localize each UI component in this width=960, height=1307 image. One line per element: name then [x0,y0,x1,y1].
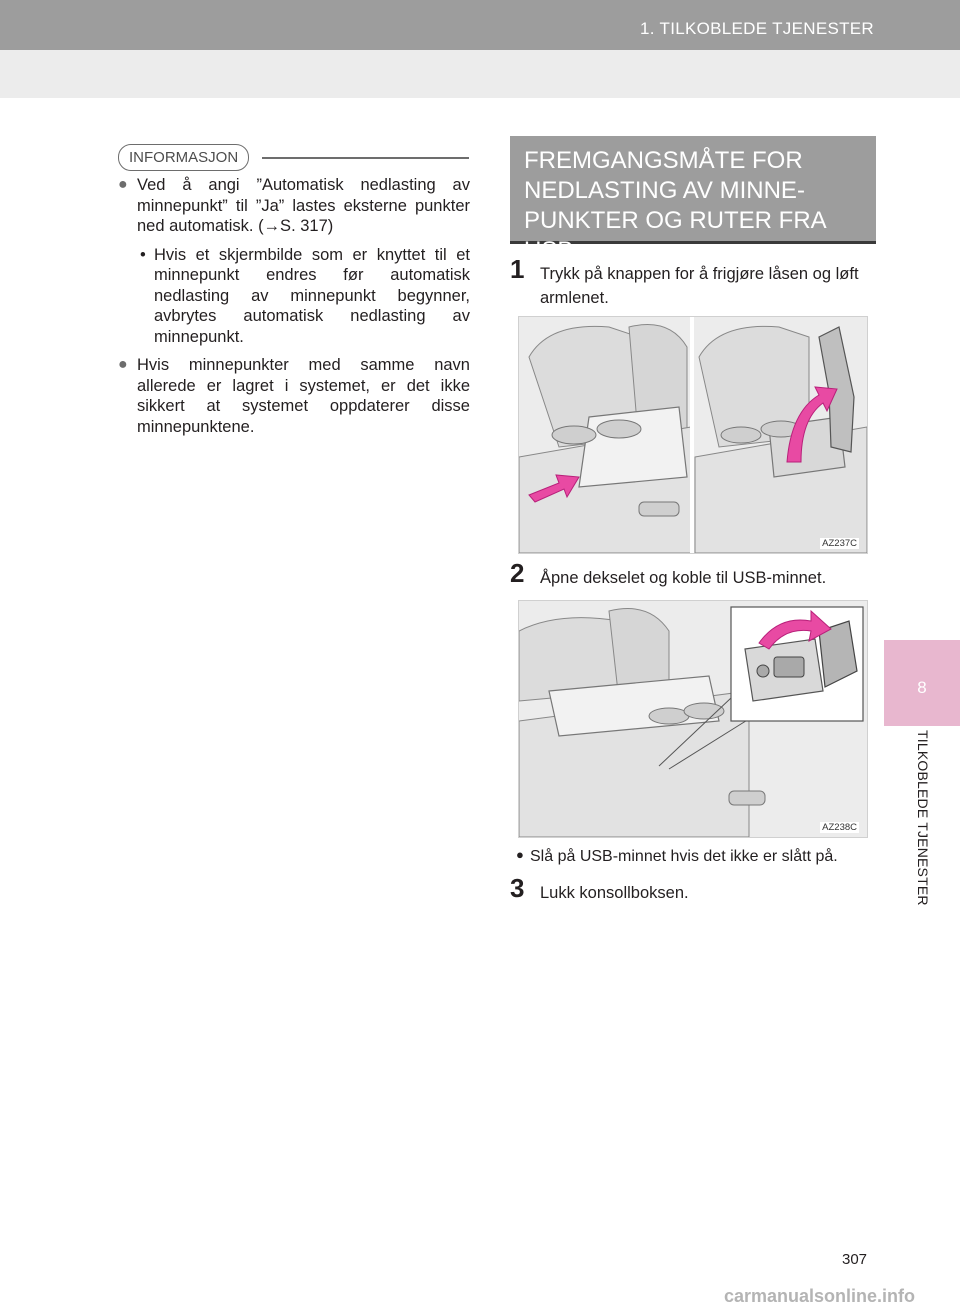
section-heading [510,136,876,264]
usb-port-inset-drawing [731,607,863,721]
figure-2-code: AZ238C [822,822,857,833]
section-heading-text: FREMGANGSMÅTE FOR NEDLASTING AV MINNE- PUNKTER OG RUTER FRA USB [524,147,826,264]
step-1 [510,254,880,310]
info-divider [262,157,469,159]
chapter-tab-number: 8 [917,678,927,697]
seat-console-right-drawing [695,326,867,553]
info-subitem-1 [118,245,470,348]
info-bullet-2 [118,355,470,437]
usb-port-illustration [518,600,868,838]
chapter-tab-label: TILKOBLEDE TJENESTER [915,730,931,906]
note-text: Slå på USB-minnet hvis det ikke er slått på. [530,848,838,865]
info-bullet-2-text: Hvis minnepunkter med samme navn allerede er lagret i systemet, er det ikke sikkert at systemet oppdaterer disse minnepunktene. [137,356,470,436]
info-bullet-1-text: Ved å angi ”Automatisk nedlasting av minnepunkt” til ”Ja” lastes eksterne punkter ned automatisk. (→S. 317) [137,176,470,235]
header-subband [0,50,960,98]
step-3-number: 3 [510,873,525,903]
step-2 [510,558,880,590]
step-1-text: Trykk på knappen for å frigjøre låsen og løft armlenet. [540,265,859,307]
usb-note [516,848,886,866]
step-2-text: Åpne dekselet og koble til USB-minnet. [540,569,827,587]
header-bar [0,0,960,50]
bullet-icon: ● [118,176,128,193]
sub-bullet-marker: • [140,245,146,264]
info-content [118,175,470,445]
bullet-icon: ● [118,356,128,373]
armrest-illustration [518,316,868,554]
chapter-tab-label-area [884,726,960,956]
step-1-number: 1 [510,254,525,284]
page-number: 307 [842,1251,868,1268]
note-bullet-icon: ● [516,847,524,862]
chapter-title: 1. TILKOBLEDE TJENESTER [640,19,874,38]
step-3-text: Lukk konsollboksen. [540,884,689,902]
step-3 [510,873,880,905]
chapter-tab [884,640,960,726]
figure-1-code: AZ237C [822,538,857,549]
step-2-number: 2 [510,558,525,588]
info-bullet-1 [118,175,470,237]
info-subitem-1-text: Hvis et skjermbilde som er knyttet til et minnepunkt endres før automatisk nedlasting av minnepunkt begynner, avbrytes automatisk nedlasting av minnepunkt. [154,245,470,346]
info-label: INFORMASJON [118,144,249,171]
watermark: carmanualsonline.info [724,1286,916,1306]
